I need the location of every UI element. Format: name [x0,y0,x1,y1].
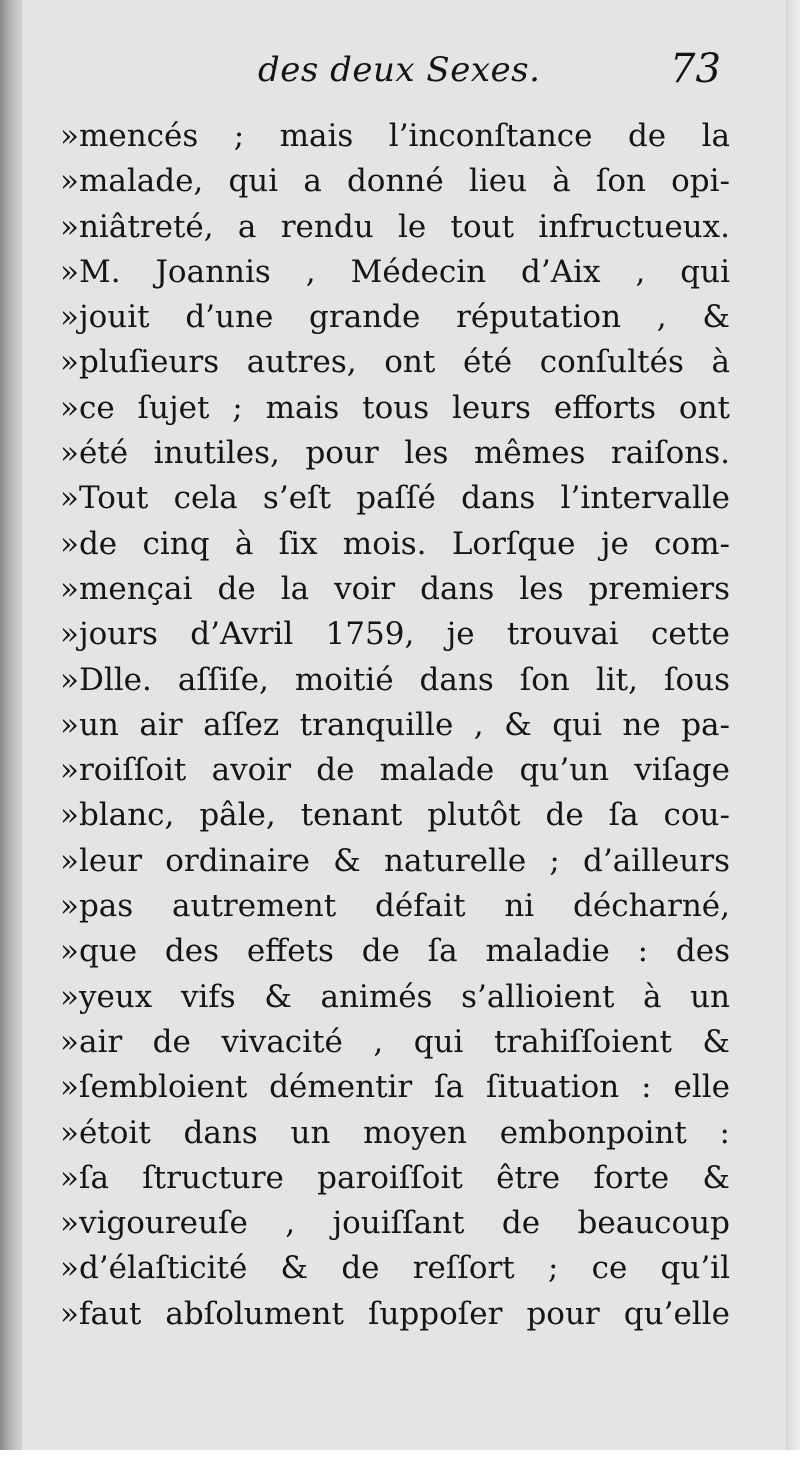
page-header [0,46,800,106]
text-line: »d’élaſticité & de reſſort ; ce qu’il [60,1250,730,1287]
text-line: »air de vivacité , qui trahiſſoient & [60,1023,730,1060]
scan-margin-right [786,0,800,1472]
text-line: »niâtreté, a rendu le tout infructueux. [60,208,730,245]
text-line: »pluſieurs autres, ont été conſultés à [60,344,730,381]
text-line: »ſa ſtructure paroiſſoit être forte & [60,1159,730,1196]
running-title: des deux Sexes. [258,50,541,90]
text-line: »été inutiles, pour les mêmes raiſons. [60,435,730,472]
text-line: »vigoureuſe , jouiſſant de beaucoup [60,1205,730,1242]
text-line: »jours d’Avril 1759, je trouvai cette [60,616,730,653]
text-line: »mencés ; mais l’inconſtance de la [60,118,730,154]
text-line: »malade, qui a donné lieu à ſon opi- [60,163,730,200]
text-line: »faut abſolument ſuppoſer pour qu’elle [60,1295,730,1332]
text-line: »pas autrement défait ni décharné, [60,888,730,925]
text-line: »blanc, pâle, tenant plutôt de ſa cou- [60,797,730,834]
text-line: »Tout cela s’eſt paſſé dans l’intervalle [60,480,730,517]
body-text [60,114,730,1337]
page-number: 73 [670,46,721,92]
text-line: »mençai de la voir dans les premiers [60,570,730,607]
scan-margin-left [0,0,22,1472]
text-line: »yeux vifs & animés s’allioient à un [60,978,730,1015]
text-line: »que des effets de ſa maladie : des [60,933,730,970]
text-line: »leur ordinaire & naturelle ; d’ailleurs [60,842,730,879]
text-line: »jouit d’une grande réputation , & [60,299,730,336]
text-line: »Dlle. aſſiſe, moitié dans ſon lit, ſous [60,661,730,698]
text-line: »roiſſoit avoir de malade qu’un viſage [60,752,730,789]
text-line: »M. Joannis , Médecin d’Aix , qui [60,253,730,290]
text-line: »un air aſſez tranquille , & qui ne pa- [60,706,730,743]
text-line: »étoit dans un moyen embonpoint : [60,1114,730,1151]
scan-margin-bottom [0,1450,800,1472]
text-line: »ce ſujet ; mais tous leurs efforts ont [60,389,730,426]
text-line: »ſembloient démentir ſa ſituation : elle [60,1069,730,1106]
text-line: »de cinq à ſix mois. Lorſque je com- [60,525,730,562]
